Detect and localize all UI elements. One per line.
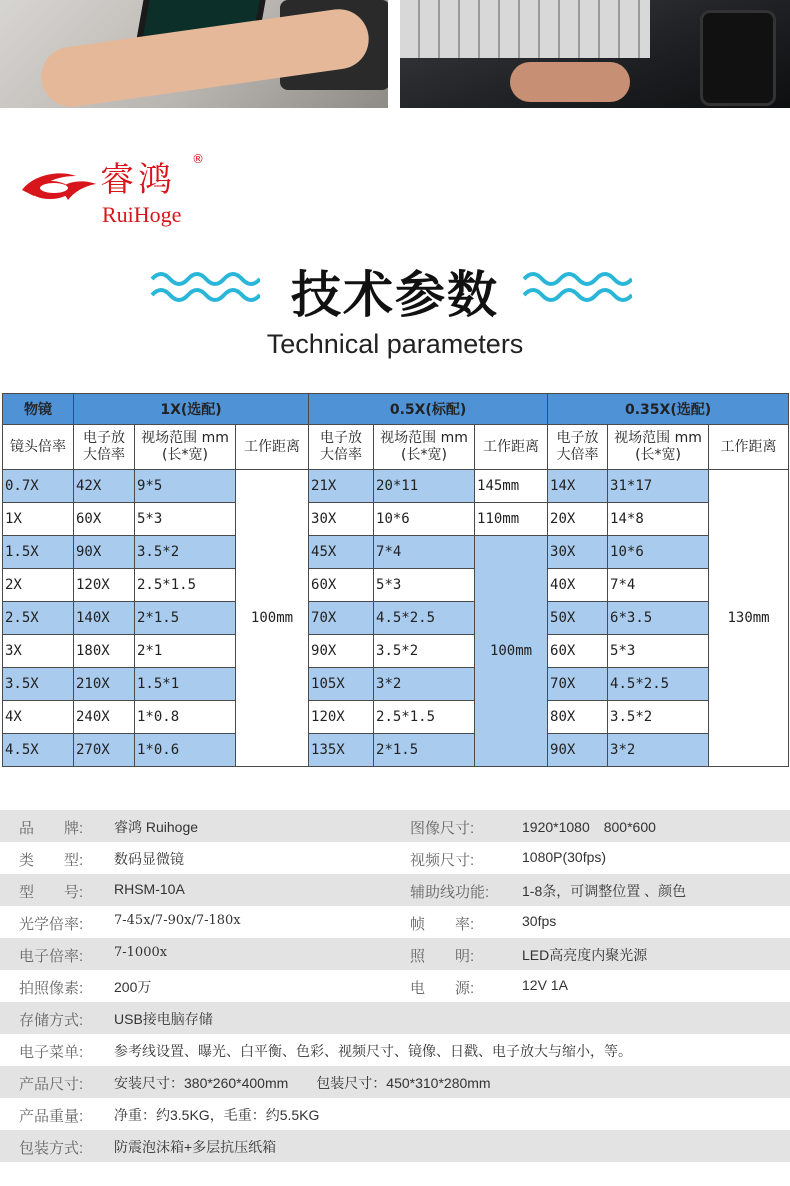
cell-g3-fov: 14*8 <box>608 503 709 536</box>
cell-g1-emag: 210X <box>74 668 135 701</box>
cell-g3-emag: 80X <box>548 701 608 734</box>
cell-g1-emag: 240X <box>74 701 135 734</box>
cell-g2-fov: 20*11 <box>374 470 475 503</box>
param-value: 12V 1A <box>522 977 568 993</box>
param-value: 防震泡沫箱+多层抗压纸箱 <box>114 1139 277 1155</box>
table-row <box>3 536 789 569</box>
cell-g2-emag: 45X <box>309 536 374 569</box>
param-value: 30fps <box>522 913 557 929</box>
cell-lens-mag: 2X <box>3 569 74 602</box>
cell-g1-emag: 180X <box>74 635 135 668</box>
param-label: 产品尺寸: <box>19 1076 84 1093</box>
section-heading <box>0 255 790 365</box>
param-label: 品 牌: <box>19 820 84 837</box>
header-wd: 工作距离 <box>709 425 789 470</box>
wave-right-icon <box>522 267 632 307</box>
header-fov: 视场范围 mm (长*宽) <box>374 425 475 470</box>
brand-name-en: RuiHoge <box>102 202 182 227</box>
header-wd: 工作距离 <box>475 425 548 470</box>
cell-g3-emag: 20X <box>548 503 608 536</box>
param-label: 电 源: <box>410 980 475 997</box>
cell-g2-emag: 135X <box>309 734 374 767</box>
cell-g3-emag: 70X <box>548 668 608 701</box>
param-value: 安装尺寸：380*260*400mm 包装尺寸：450*310*280mm <box>114 1075 491 1091</box>
brand-logo <box>20 152 220 232</box>
cell-g1-fov: 3.5*2 <box>135 536 236 569</box>
product-photos <box>0 0 790 108</box>
cell-g1-fov: 1*0.6 <box>135 734 236 767</box>
cell-lens-mag: 4X <box>3 701 74 734</box>
param-label: 类 型: <box>19 852 84 869</box>
param-value: USB接电脑存储 <box>114 1011 213 1027</box>
cell-lens-mag: 4.5X <box>3 734 74 767</box>
logo-mark-icon <box>20 166 98 206</box>
cell-g2-emag: 60X <box>309 569 374 602</box>
param-label: 辅助线功能: <box>410 884 490 901</box>
cell-g1-emag: 42X <box>74 470 135 503</box>
param-row <box>0 810 790 842</box>
heading-title-en: Technical parameters <box>266 329 524 359</box>
header-lens-mag: 镜头倍率 <box>3 425 74 470</box>
header-emag: 电子放 大倍率 <box>309 425 374 470</box>
cell-g3-emag: 50X <box>548 602 608 635</box>
cell-lens-mag: 1X <box>3 503 74 536</box>
cell-g1-fov: 5*3 <box>135 503 236 536</box>
cell-g1-emag: 120X <box>74 569 135 602</box>
param-row <box>0 874 790 906</box>
table-sub-header <box>3 425 789 470</box>
param-row <box>0 1098 790 1130</box>
param-row <box>0 938 790 970</box>
table-group-header <box>3 394 789 425</box>
cell-g3-fov: 3*2 <box>608 734 709 767</box>
param-row <box>0 1066 790 1098</box>
cell-g1-emag: 90X <box>74 536 135 569</box>
header-group-035x: 0.35X(选配) <box>548 394 789 425</box>
param-value: 净重：约3.5KG，毛重：约5.5KG <box>114 1107 320 1123</box>
param-row <box>0 1130 790 1162</box>
cell-g2-emag: 90X <box>309 635 374 668</box>
cell-g3-emag: 90X <box>548 734 608 767</box>
cell-lens-mag: 1.5X <box>3 536 74 569</box>
param-label: 照 明: <box>410 948 475 965</box>
cell-g3-fov: 6*3.5 <box>608 602 709 635</box>
cell-g2-fov: 10*6 <box>374 503 475 536</box>
param-label: 视频尺寸: <box>410 852 475 869</box>
cell-g1-fov: 1.5*1 <box>135 668 236 701</box>
cell-lens-mag: 3X <box>3 635 74 668</box>
parameter-list <box>0 810 790 1162</box>
param-label: 电子菜单: <box>19 1044 84 1061</box>
param-value: 200万 <box>114 979 152 995</box>
photo-hand-on-controller <box>0 0 388 108</box>
cell-g1-fov: 1*0.8 <box>135 701 236 734</box>
cell-g2-wd: 100mm <box>475 536 548 767</box>
cell-g1-fov: 2*1 <box>135 635 236 668</box>
param-row <box>0 906 790 938</box>
cell-g3-emag: 60X <box>548 635 608 668</box>
cell-g3-fov: 31*17 <box>608 470 709 503</box>
param-label: 电子倍率: <box>19 948 84 965</box>
table-row <box>3 470 789 503</box>
table-row <box>3 701 789 734</box>
cell-g3-fov: 4.5*2.5 <box>608 668 709 701</box>
param-row <box>0 842 790 874</box>
param-value: 参考线设置、曝光、白平衡、色彩、视频尺寸、镜像、日戳、电子放大与缩小，等。 <box>114 1043 632 1059</box>
cell-g3-fov: 5*3 <box>608 635 709 668</box>
brand-name-cn: 睿鸿 <box>100 160 176 200</box>
cell-g3-emag: 30X <box>548 536 608 569</box>
operator-hand <box>510 62 630 102</box>
param-value: 睿鸿 Ruihoge <box>114 819 199 835</box>
microscope-lens <box>700 10 776 106</box>
cell-g2-emag: 30X <box>309 503 374 536</box>
cell-g2-emag: 21X <box>309 470 374 503</box>
header-wd: 工作距离 <box>236 425 309 470</box>
magnification-table <box>2 393 789 767</box>
cell-g3-fov: 10*6 <box>608 536 709 569</box>
cell-g1-fov: 2*1.5 <box>135 602 236 635</box>
param-value: 1-8条，可调整位置 、颜色 <box>522 883 687 899</box>
table-row <box>3 635 789 668</box>
header-emag: 电子放 大倍率 <box>548 425 608 470</box>
cell-g2-emag: 120X <box>309 701 374 734</box>
param-value: 数码显微镜 <box>114 851 184 867</box>
cell-g1-fov: 2.5*1.5 <box>135 569 236 602</box>
cell-g2-fov: 7*4 <box>374 536 475 569</box>
param-label: 包装方式: <box>19 1140 84 1157</box>
cell-g2-fov: 3.5*2 <box>374 635 475 668</box>
param-value: 1080P(30fps) <box>522 849 607 865</box>
header-emag: 电子放 大倍率 <box>74 425 135 470</box>
keyboard <box>400 0 650 58</box>
photo-keyboard-microscope <box>400 0 790 108</box>
table-row <box>3 668 789 701</box>
cell-g2-fov: 4.5*2.5 <box>374 602 475 635</box>
table-body <box>3 470 789 767</box>
header-group-05x: 0.5X(标配) <box>309 394 548 425</box>
cell-g2-wd: 110mm <box>475 503 548 536</box>
param-value: 7-1000x <box>114 945 168 960</box>
table-row <box>3 503 789 536</box>
cell-g1-emag: 60X <box>74 503 135 536</box>
cell-g2-emag: 105X <box>309 668 374 701</box>
param-label: 存储方式: <box>19 1012 84 1029</box>
param-value: RHSM-10A <box>114 881 185 897</box>
cell-g1-emag: 270X <box>74 734 135 767</box>
cell-g3-fov: 7*4 <box>608 569 709 602</box>
cell-g2-fov: 2*1.5 <box>374 734 475 767</box>
param-label: 图像尺寸: <box>410 820 475 837</box>
cell-g2-wd: 145mm <box>475 470 548 503</box>
cell-g2-fov: 2.5*1.5 <box>374 701 475 734</box>
table-row <box>3 602 789 635</box>
param-row <box>0 1034 790 1066</box>
cell-lens-mag: 0.7X <box>3 470 74 503</box>
cell-g2-fov: 3*2 <box>374 668 475 701</box>
param-label: 型 号: <box>19 884 84 901</box>
header-group-1x: 1X(选配) <box>74 394 309 425</box>
param-label: 帧 率: <box>410 916 475 933</box>
cell-g1-fov: 9*5 <box>135 470 236 503</box>
cell-g1-emag: 140X <box>74 602 135 635</box>
cell-g2-emag: 70X <box>309 602 374 635</box>
cell-lens-mag: 3.5X <box>3 668 74 701</box>
header-objective: 物镜 <box>3 394 74 425</box>
table-row <box>3 569 789 602</box>
table-row <box>3 734 789 767</box>
heading-title-cn: 技术参数 <box>291 266 499 324</box>
param-label: 拍照像素: <box>19 980 84 997</box>
cell-g3-emag: 40X <box>548 569 608 602</box>
cell-lens-mag: 2.5X <box>3 602 74 635</box>
param-label: 产品重量: <box>19 1108 84 1125</box>
cell-g2-fov: 5*3 <box>374 569 475 602</box>
registered-mark: ® <box>192 152 204 166</box>
param-value: 1920*1080 800*600 <box>522 819 656 835</box>
param-row <box>0 1002 790 1034</box>
param-value: LED高亮度内聚光源 <box>522 947 648 963</box>
cell-g1-wd: 100mm <box>236 470 309 767</box>
param-value: 7-45x/7-90x/7-180x <box>114 913 241 928</box>
cell-g3-wd: 130mm <box>709 470 789 767</box>
param-row <box>0 970 790 1002</box>
cell-g3-fov: 3.5*2 <box>608 701 709 734</box>
cell-g3-emag: 14X <box>548 470 608 503</box>
header-fov: 视场范围 mm (长*宽) <box>608 425 709 470</box>
param-label: 光学倍率: <box>19 916 84 933</box>
header-fov: 视场范围 mm (长*宽) <box>135 425 236 470</box>
